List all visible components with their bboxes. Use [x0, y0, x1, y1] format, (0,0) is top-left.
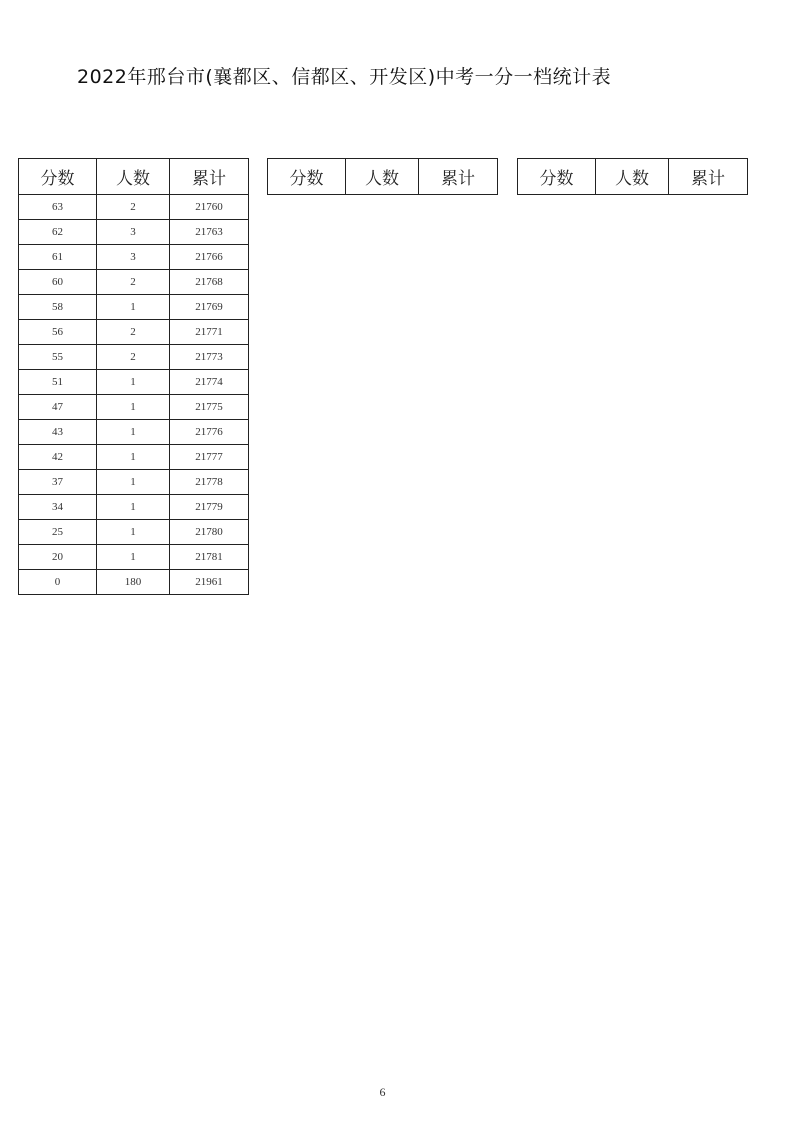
cell-cumulative: 21769	[170, 295, 249, 320]
cell-score: 60	[19, 270, 97, 295]
cell-score: 20	[19, 545, 97, 570]
cell-score: 58	[19, 295, 97, 320]
cell-score: 47	[19, 395, 97, 420]
cell-count: 180	[97, 570, 170, 595]
table-row	[19, 570, 249, 595]
cell-count: 1	[97, 545, 170, 570]
cell-score: 56	[19, 320, 97, 345]
cell-cumulative: 21774	[170, 370, 249, 395]
cell-cumulative: 21760	[170, 195, 249, 220]
table-row	[19, 320, 249, 345]
cell-cumulative: 21771	[170, 320, 249, 345]
table-row	[19, 220, 249, 245]
cell-score: 37	[19, 470, 97, 495]
table-row	[19, 470, 249, 495]
table-row	[19, 445, 249, 470]
cell-score: 0	[19, 570, 97, 595]
cell-count: 1	[97, 295, 170, 320]
header-count: 人数	[596, 159, 669, 195]
cell-cumulative: 21773	[170, 345, 249, 370]
cell-count: 3	[97, 220, 170, 245]
cell-cumulative: 21768	[170, 270, 249, 295]
cell-count: 1	[97, 520, 170, 545]
cell-count: 2	[97, 195, 170, 220]
cell-score: 62	[19, 220, 97, 245]
table-row	[19, 495, 249, 520]
header-score: 分数	[19, 159, 97, 195]
header-count: 人数	[97, 159, 170, 195]
table-row	[19, 345, 249, 370]
table-header-row	[268, 159, 498, 195]
header-cumulative: 累计	[669, 159, 748, 195]
score-table-2	[267, 158, 498, 195]
cell-score: 55	[19, 345, 97, 370]
table-row	[19, 395, 249, 420]
cell-score: 25	[19, 520, 97, 545]
cell-score: 34	[19, 495, 97, 520]
header-cumulative: 累计	[170, 159, 249, 195]
cell-count: 2	[97, 320, 170, 345]
table-header-row	[19, 159, 249, 195]
table-row	[19, 295, 249, 320]
header-count: 人数	[346, 159, 419, 195]
cell-cumulative: 21778	[170, 470, 249, 495]
score-table-1	[18, 158, 249, 595]
cell-count: 2	[97, 270, 170, 295]
cell-cumulative: 21781	[170, 545, 249, 570]
header-score: 分数	[268, 159, 346, 195]
cell-count: 1	[97, 420, 170, 445]
page-number: 6	[379, 1085, 386, 1099]
cell-count: 1	[97, 470, 170, 495]
header-cumulative: 累计	[419, 159, 498, 195]
cell-count: 1	[97, 395, 170, 420]
cell-cumulative: 21777	[170, 445, 249, 470]
cell-score: 51	[19, 370, 97, 395]
cell-score: 42	[19, 445, 97, 470]
cell-cumulative: 21766	[170, 245, 249, 270]
cell-count: 3	[97, 245, 170, 270]
cell-cumulative: 21779	[170, 495, 249, 520]
table-row	[19, 370, 249, 395]
cell-count: 2	[97, 345, 170, 370]
cell-count: 1	[97, 445, 170, 470]
table-row	[19, 520, 249, 545]
cell-cumulative: 21775	[170, 395, 249, 420]
cell-cumulative: 21780	[170, 520, 249, 545]
page-title: 2022年邢台市(襄都区、信都区、开发区)中考一分一档统计表	[77, 66, 612, 88]
cell-cumulative: 21776	[170, 420, 249, 445]
cell-score: 63	[19, 195, 97, 220]
table-row	[19, 195, 249, 220]
cell-cumulative: 21961	[170, 570, 249, 595]
table-header-row	[518, 159, 748, 195]
cell-score: 43	[19, 420, 97, 445]
score-table-3	[517, 158, 748, 195]
cell-score: 61	[19, 245, 97, 270]
table-row	[19, 245, 249, 270]
header-score: 分数	[518, 159, 596, 195]
cell-count: 1	[97, 370, 170, 395]
score-table-1-body	[19, 195, 249, 595]
table-row	[19, 545, 249, 570]
table-row	[19, 420, 249, 445]
cell-count: 1	[97, 495, 170, 520]
table-row	[19, 270, 249, 295]
cell-cumulative: 21763	[170, 220, 249, 245]
